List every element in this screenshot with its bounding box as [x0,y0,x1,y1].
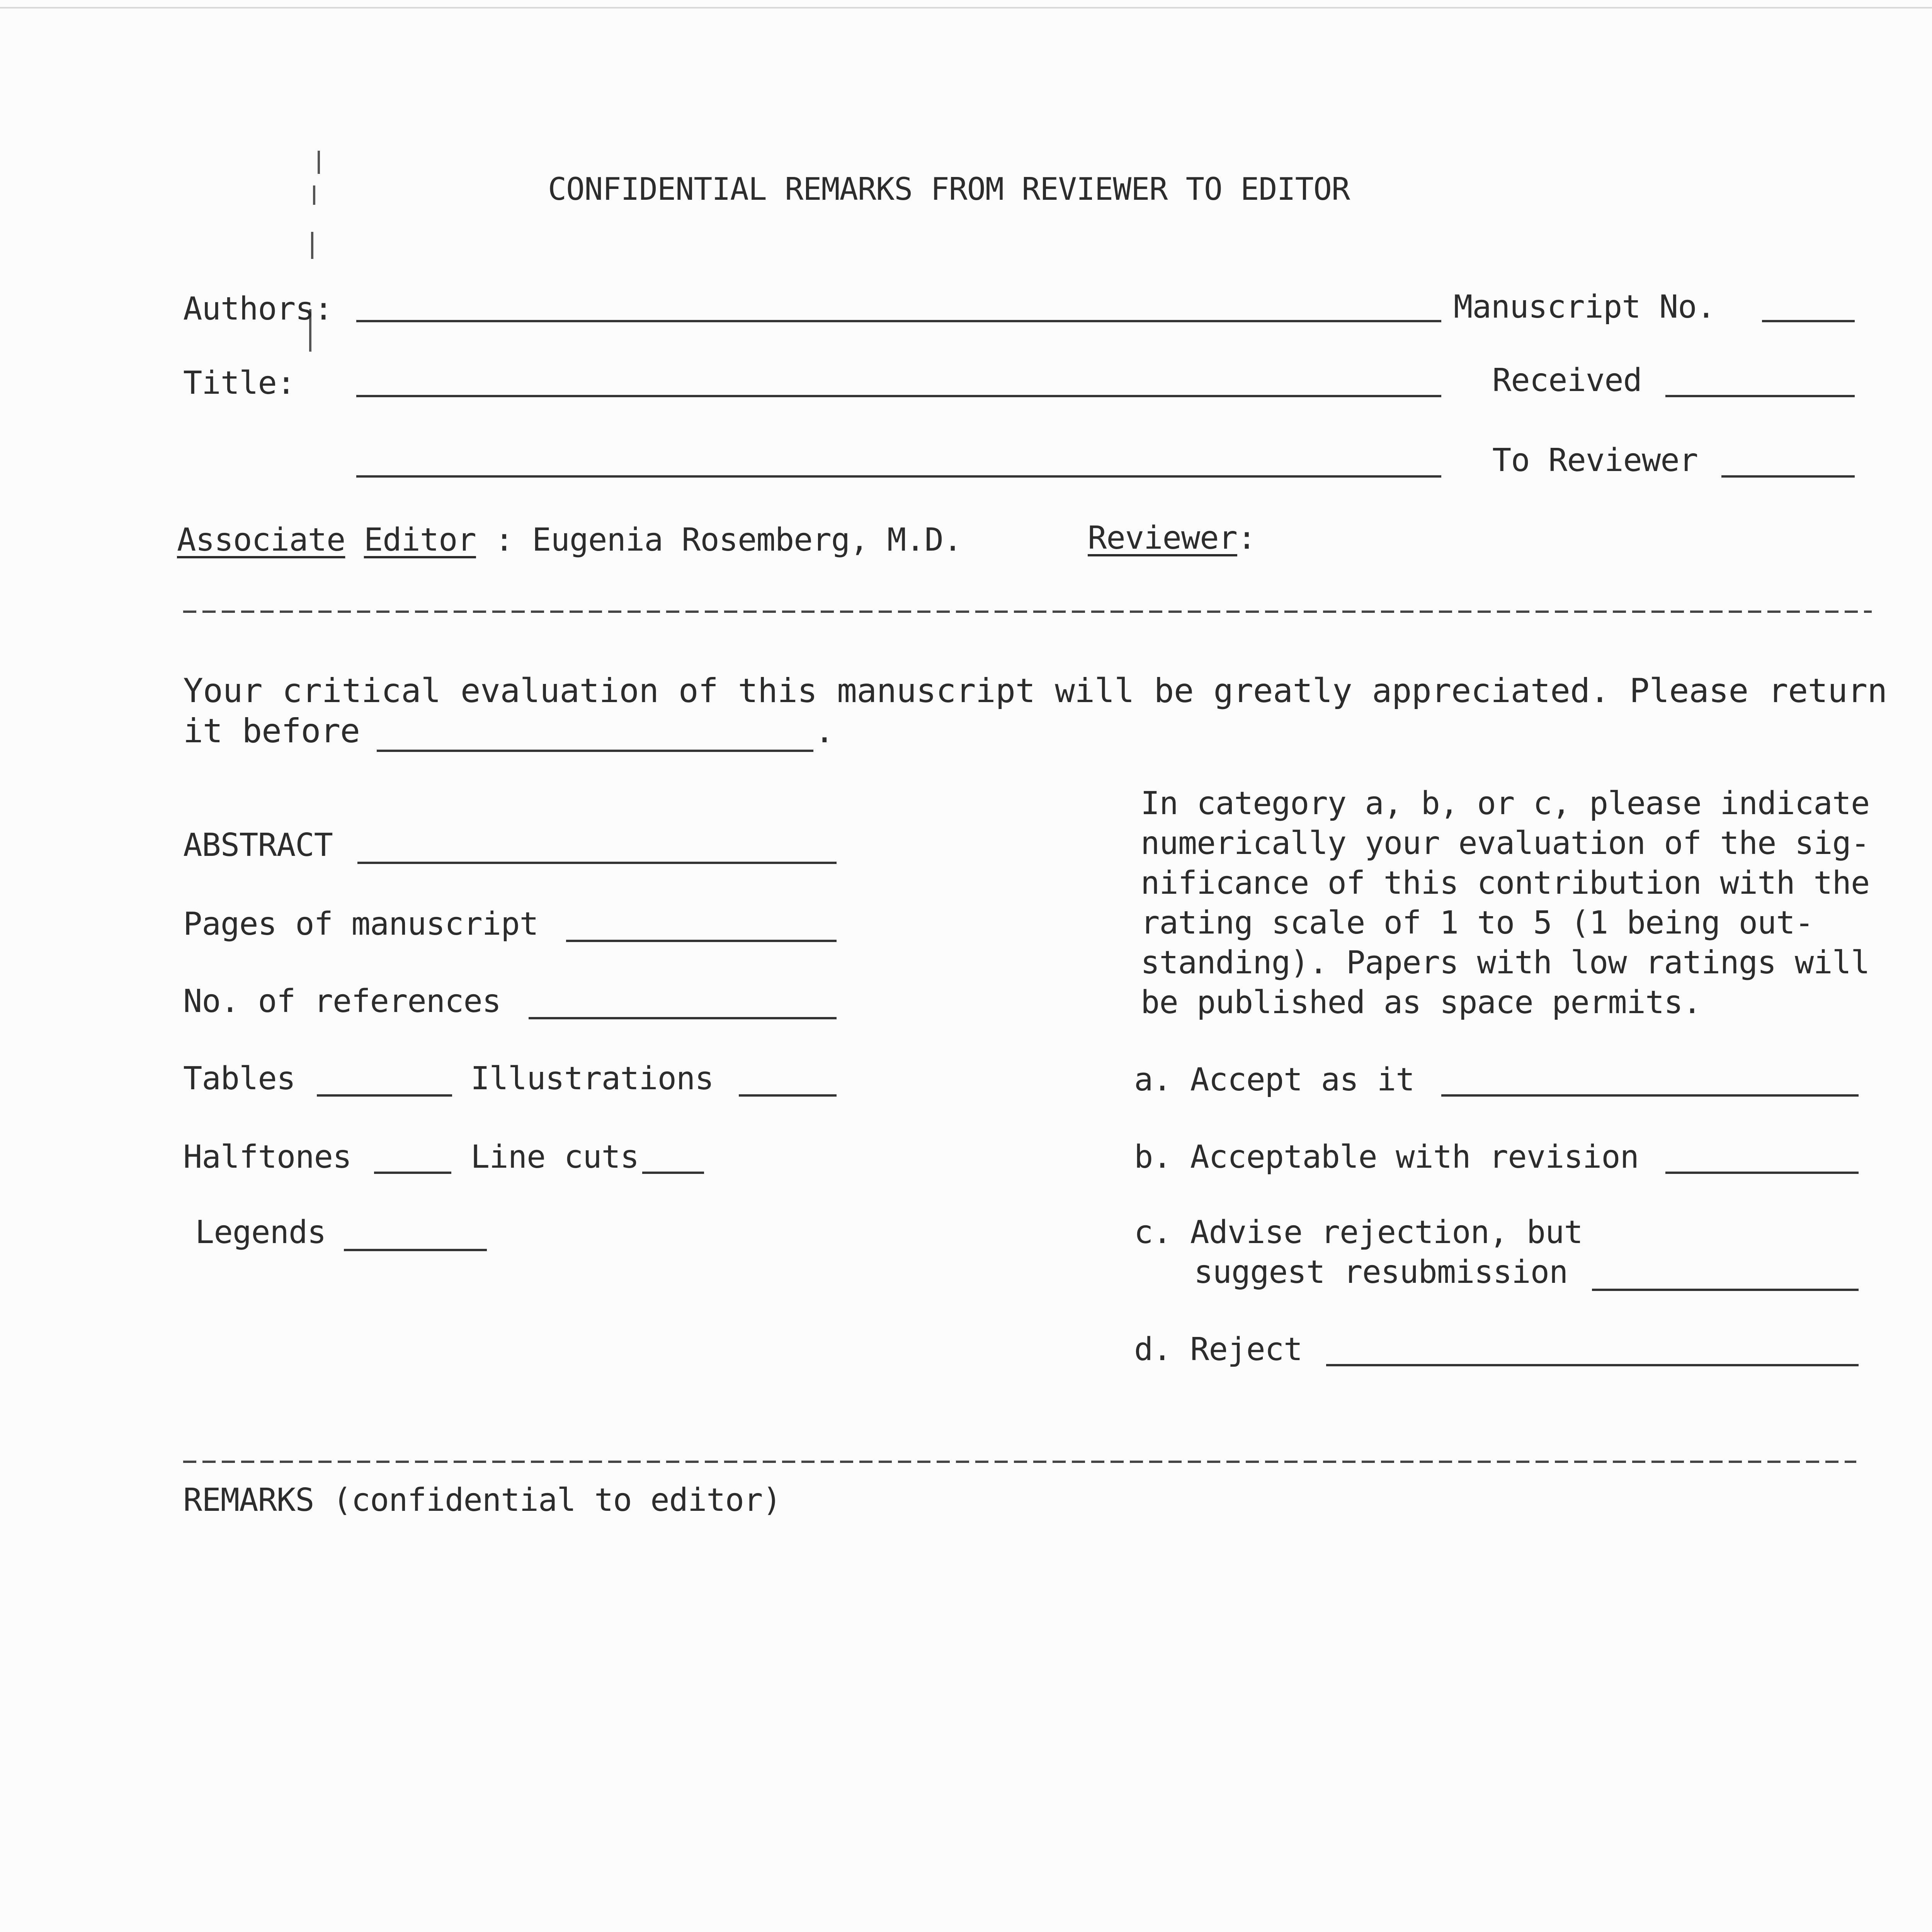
legends-field[interactable] [344,1249,487,1251]
instructions-line-6: be published as space permits. [1141,984,1702,1021]
pen-mark [311,232,313,259]
form-title: CONFIDENTIAL REMARKS FROM REVIEWER TO EDITOR [548,171,1350,207]
to-reviewer-field[interactable] [1721,475,1855,478]
rating-b-label: b. Acceptable with revision [1134,1139,1639,1175]
rating-d-label: d. Reject [1134,1331,1303,1368]
instructions-line-1: In category a, b, or c, please indicate [1141,785,1870,822]
separator-top [183,611,1872,613]
abstract-field[interactable] [357,862,837,864]
page-top-edge [0,7,1932,9]
rating-b-field[interactable] [1665,1172,1859,1174]
remarks-area[interactable] [183,1530,1856,1932]
to-reviewer-label: To Reviewer [1492,442,1698,479]
references-label: No. of references [183,983,501,1020]
title-field-2[interactable] [356,475,1441,478]
line-cuts-label: Line cuts [471,1139,639,1175]
associate-editor-row [177,521,962,560]
pen-mark [318,151,320,174]
rating-a-label: a. Accept as it [1134,1061,1415,1098]
rating-a-field[interactable] [1441,1094,1859,1097]
received-label: Received [1492,362,1642,399]
reviewer-label: Reviewer [1088,520,1237,556]
illustrations-label: Illustrations [471,1060,714,1097]
rating-c-field[interactable] [1592,1289,1859,1291]
halftones-field[interactable] [374,1172,451,1174]
received-field[interactable] [1665,395,1855,397]
legends-label: Legends [195,1214,326,1251]
references-field[interactable] [529,1017,837,1019]
manuscript-no-label: Manuscript No. [1454,289,1716,325]
remarks-label: REMARKS (confidential to editor) [183,1482,781,1519]
halftones-label: Halftones [183,1139,352,1175]
line-cuts-field[interactable] [642,1172,704,1174]
pages-label: Pages of manuscript [183,906,538,942]
title-label: Title: [183,365,296,401]
rating-c-label-1: c. Advise rejection, but [1134,1214,1583,1251]
intro-period: . [815,712,834,750]
instructions-line-2: numerically your evaluation of the sig- [1141,825,1870,862]
rating-d-field[interactable] [1326,1364,1859,1366]
tables-field[interactable] [317,1094,452,1097]
rating-c-label-2: suggest resubmission [1194,1254,1568,1291]
manuscript-no-field[interactable] [1762,320,1855,322]
pen-mark [313,185,315,205]
intro-line-2: it before [183,712,360,750]
abstract-label: ABSTRACT [183,827,333,864]
pages-field[interactable] [566,940,837,942]
editor-name: : Eugenia Rosemberg, M.D. [495,522,962,558]
tables-label: Tables [183,1060,296,1097]
authors-field[interactable] [356,320,1441,322]
associate-word: Associate [177,522,345,558]
authors-label: Authors: [183,291,333,327]
illustrations-field[interactable] [739,1094,837,1097]
instructions-line-4: rating scale of 1 to 5 (1 being out- [1141,905,1814,941]
reviewer-row [1088,519,1256,558]
instructions-line-5: standing). Papers with low ratings will [1141,944,1870,981]
separator-remarks [183,1461,1856,1463]
editor-word: Editor [364,522,476,558]
return-by-date-field[interactable] [377,750,813,752]
title-field-1[interactable] [356,395,1441,397]
intro-line-1: Your critical evaluation of this manuscript will be greatly appreciated. Please return [183,672,1887,710]
instructions-line-3: nificance of this contribution with the [1141,865,1870,901]
reviewer-colon: : [1237,520,1256,556]
